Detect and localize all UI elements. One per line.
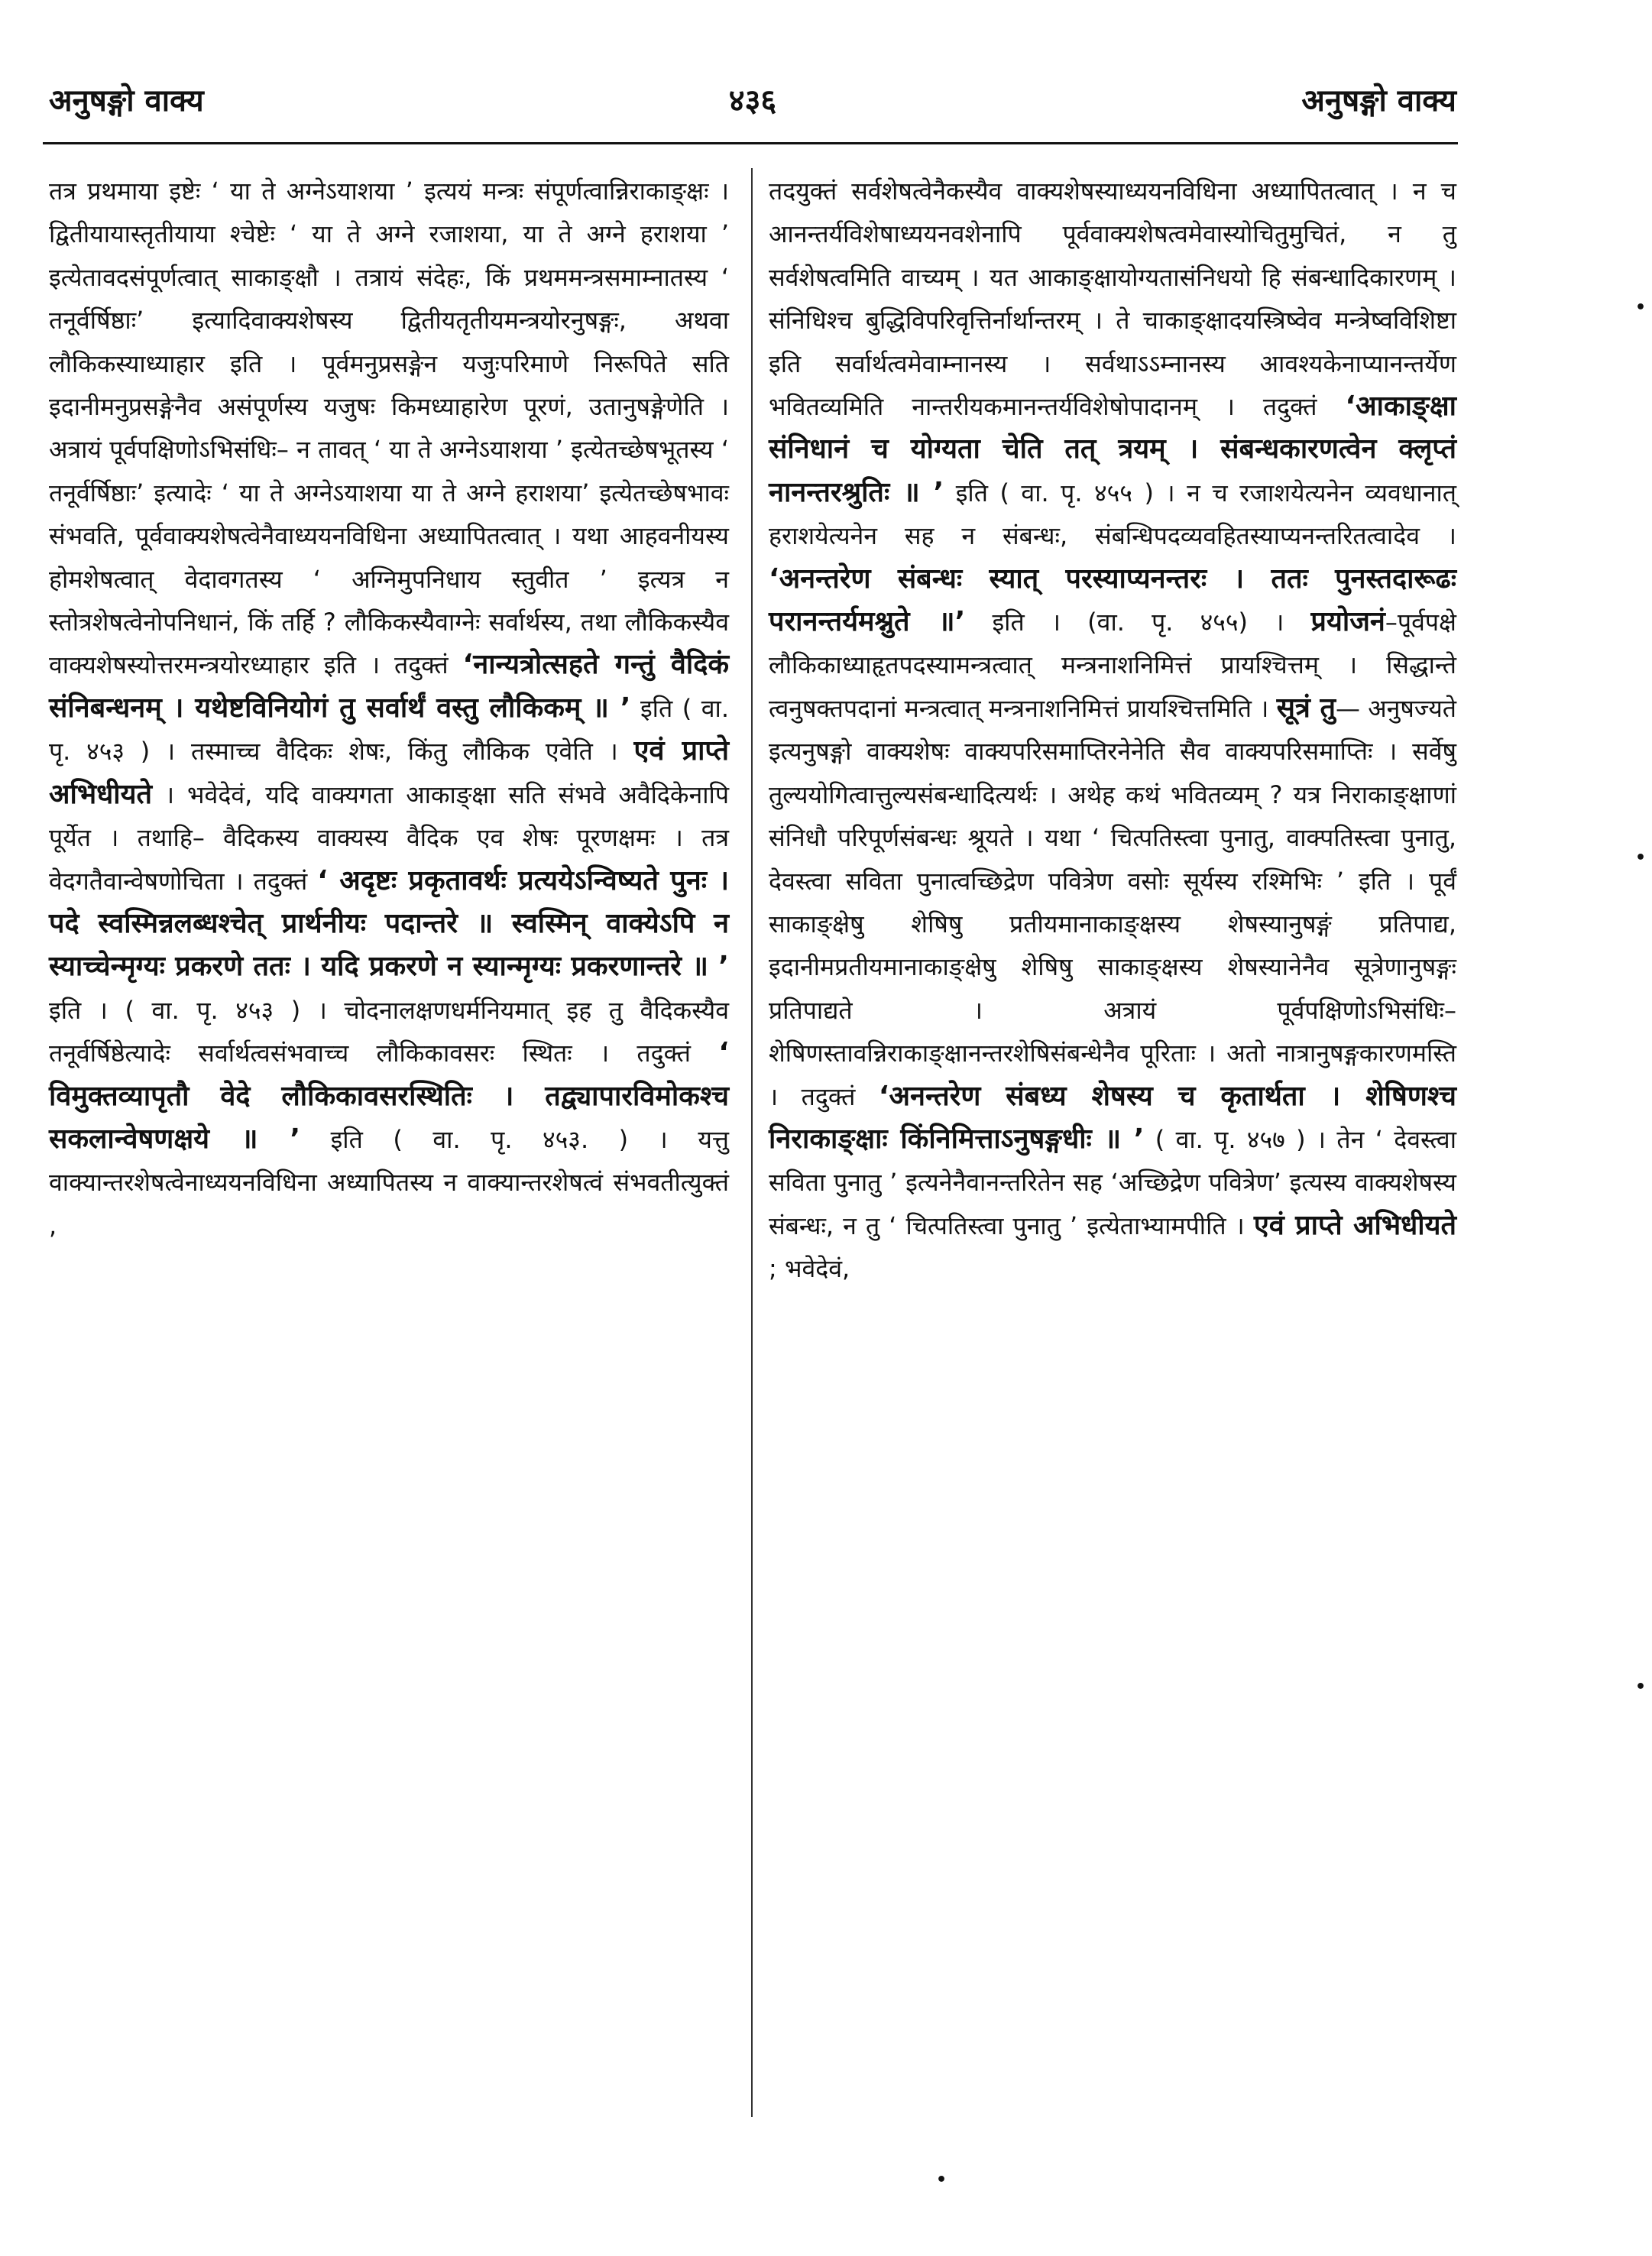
left-text-3: । भवेदेवं, यदि वाक्यगता आकाङ्क्षा सति संभवे अवैदिकेनापि पूर्येत । तथाहि– वैदिकस्य वाक्यस्य वैदिक एव शेषः पूरणक्षमः । तत्र वेदगतैवान्वेषणोचिता । तदुक्तं	[49, 780, 730, 896]
left-text-4: इति । ( वा. पृ. ४५३ ) । चोदनालक्षणधर्मनियमात् इह तु वैदिकस्यैव तनूर्वर्षिष्ठेत्यादेः सर्वार्थत्वसंभवाच्च लौकिकावसरः स्थितः । तदुक्तं	[49, 995, 729, 1068]
margin-mark-1: •	[1635, 298, 1647, 317]
header-left-title: अनुषङ्गो वाक्य	[49, 83, 204, 118]
left-quote-2: एवं प्राप्ते अभिधीयते	[49, 735, 730, 810]
left-quote-3: ‘ अदृष्टः प्रकृतावर्थः प्रत्ययेऽन्विष्यते पुनः । पदे स्वस्मिन्नलब्धश्चेत् प्रार्थनीयः पदान्तरे ॥ स्वस्मिन् वाक्येऽपि न स्याच्चेन्मृग्यः प्रकरणे ततः । यदि प्रकरणे न स्यान्मृग्यः प्रकरणान्तरे ॥ ’	[49, 864, 729, 983]
page-number: ४३६	[728, 83, 777, 118]
right-text-7: ; भवेदेवं,	[769, 1254, 850, 1284]
left-quote-4: ‘ विमुक्तव्यापृतौ वेदे लौकिकावसरस्थितिः । तद्व्यापारविमोकश्च सकलान्वेषणक्षये ॥ ’	[49, 1037, 729, 1155]
left-text-5: इति ( वा. पृ. ४५३. ) । यत्तु वाक्यान्तरशेषत्वेनाध्ययनविधिना अध्यापितस्य न वाक्यान्तरशेषत्वं संभवतीत्युक्तं ,	[49, 1124, 729, 1240]
right-quote-5: ‘अनन्तरेण संबध्य शेषस्य च कृतार्थता । शेषिणश्च निराकाङ्क्षाः किंनिमित्ताऽनुषङ्गधीः ॥ ’	[769, 1080, 1457, 1155]
right-quote-2: ‘अनन्तरेण संबन्धः स्यात् परस्याप्यनन्तरः । ततः पुनस्तदारूढः परानन्तर्यमश्नुते ॥’	[769, 562, 1456, 638]
left-text-2: इति ( वा. पृ. ४५३ ) । तस्माच्च वैदिकः शेषः, किंतु लौकिक एवेति ।	[49, 693, 729, 767]
left-quote-1: ‘नान्यत्रोत्सहते गन्तुं वैदिकं संनिबन्धनम् । यथेष्टविनियोगं तु सर्वार्थं वस्तु लौकिकम् ॥ ’	[49, 649, 730, 724]
header-rule	[43, 142, 1458, 144]
right-text-5: — अनुषज्यते इत्यनुषङ्गो वाक्यशेषः वाक्यपरिसमाप्तिरनेनेति सैव वाक्यपरिसमाप्तिः । सर्वेषु तुल्ययोगित्वात्तुल्यसंबन्धादित्यर्थः । अथेह कथं भवितव्यम् ? यत्र निराकाङ्क्षाणां संनिधौ परिपूर्णसंबन्धः श्रूयते । यथा ‘ चित्पतिस्त्वा पुनातु, वाक्पतिस्त्वा पुनातु, देवस्त्वा सविता पुनात्वच्छिद्रेण पवित्रेण वसोः सूर्यस्य रश्मिभिः ’ इति । पूर्वं साकाङ्क्षेषु शेषिषु प्रतीयमानाकाङ्क्षस्य शेषस्यानुषङ्गं प्रतिपाद्य, इदानीमप्रतीयमानाकाङ्क्षेषु शेषिषु साकाङ्क्षस्य शेषस्यानेनैव सूत्रेणानुषङ्गः प्रतिपाद्यते । अत्रायं पूर्वपक्षिणोऽभिसंधिः–शेषिणस्तावन्निराकाङ्क्षानन्तरशेषिसंबन्धेनैव पूरिताः । अतो नात्रानुषङ्गकारणमस्ति । तदुक्तं	[769, 693, 1457, 1111]
right-text-2: इति ( वा. पृ. ४५५ ) । न च रजाशयेत्यनेन व्यवधानात् हराशयेत्यनेन सह न संबन्धः, संबन्धिपदव्यवहितस्याप्यनन्तरितत्वादेव ।	[769, 478, 1457, 551]
right-quote-6: एवं प्राप्ते अभिधीयते	[1253, 1209, 1457, 1241]
right-paragraph	[769, 170, 1456, 1291]
left-paragraph	[49, 170, 729, 1247]
right-column	[769, 170, 1456, 1291]
right-quote-3: प्रयोजनं	[1310, 606, 1385, 638]
right-quote-1: ‘आकाङ्क्षा संनिधानं च योग्यता चेति तत् त्रयम् । संबन्धकारणत्वेन क्लृप्तं नानन्तरश्रुतिः ॥ ’	[769, 391, 1456, 508]
column-divider	[751, 168, 753, 2117]
right-quote-4: सूत्रं तु	[1276, 692, 1336, 724]
header-right-title: अनुषङ्गो वाक्य	[1301, 83, 1456, 118]
left-column	[49, 170, 729, 1247]
running-header	[49, 70, 1456, 131]
bottom-dot-mark: •	[936, 2170, 947, 2190]
left-text-1: तत्र प्रथमाया इष्टेः ‘ या ते अग्नेऽयाशया ’ इत्ययं मन्त्रः संपूर्णत्वान्निराकाङ्क्षः । द्वितीयायास्तृतीयाया श्चेष्टेः ‘ या ते अग्ने रजाशया, या ते अग्ने हराशया ’ इत्येतावदसंपूर्णत्वात् साकाङ्क्षौ । तत्रायं संदेहः, किं प्रथममन्त्रसमाम्नातस्य ‘ तनूर्वर्षिष्ठाः’ इत्यादिवाक्यशेषस्य द्वितीयतृतीयमन्त्रयोरनुषङ्गः, अथवा लौकिकस्याध्याहार इति । पूर्वमनुप्रसङ्गेन यजुःपरिमाणे निरूपिते सति इदानीमनुप्रसङ्गेनैव असंपूर्णस्य यजुषः किमध्याहारेण पूरणं, उतानुषङ्गेणेति । अत्रायं पूर्वपक्षिणोऽभिसंधिः– न तावत् ‘ या ते अग्नेऽयाशया ’ इत्येतच्छेषभूतस्य ‘ तनूर्वर्षिष्ठाः’ इत्यादेः ‘ या ते अग्नेऽयाशया या ते अग्ने हराशया’ इत्येतच्छेषभावः संभवति, पूर्ववाक्यशेषत्वेनैवाध्ययनविधिना अध्यापितत्वात् । यथा आहवनीयस्य होमशेषत्वात् वेदावगतस्य ‘ अग्निमुपनिधाय स्तुवीत ’ इत्यत्र न स्तोत्रशेषत्वेनोपनिधानं, किं तर्हि ? लौकिकस्यैवाग्नेः सर्वार्थस्य, तथा लौकिकस्यैव वाक्यशेषस्योत्तरमन्त्रयोरध्याहार इति । तदुक्तं	[49, 177, 729, 680]
margin-mark-2: •	[1635, 848, 1647, 867]
right-text-6: ( वा. पृ. ४५७ ) । तेन ‘ देवस्त्वा सविता पुनातु ’ इत्यनेनैवानन्तरितेन सह ‘अच्छिद्रेण पवित्रेण’ इत्यस्य वाक्यशेषस्य संबन्धः, न तु ‘ चित्पतिस्त्वा पुनातु ’ इत्येताभ्यामपीति ।	[769, 1124, 1456, 1240]
right-text-3: इति । (वा. पृ. ४५५) ।	[992, 608, 1284, 637]
right-text-4: –पूर्वपक्षे लौकिकाध्याहृतपदस्यामन्त्रत्वात् मन्त्रनाशनिमित्तं प्रायश्चित्तम् । सिद्धान्ते त्वनुषक्तपदानां मन्त्रत्वात् मन्त्रनाशनिमित्तं प्रायश्चित्तमिति ।	[769, 608, 1456, 723]
right-text-1: तदयुक्तं सर्वशेषत्वेनैकस्यैव वाक्यशेषस्याध्ययनविधिना अध्यापितत्वात् । न च आनन्तर्यविशेषाध्ययनवशेनापि पूर्ववाक्यशेषत्वमेवास्योचितुमुचितं, न तु सर्वशेषत्वमिति वाच्यम् । यत आकाङ्क्षायोग्यतासंनिधयो हि संबन्धादिकारणम् । संनिधिश्च बुद्धिविपरिवृत्तिर्नार्थान्तरम् । ते चाकाङ्क्षादयस्त्रिष्वेव मन्त्रेष्वविशिष्टा इति सर्वार्थत्वमेवाम्नानस्य । सर्वथाऽऽम्नानस्य आवश्यकेनाप्यानन्तर्येण भवितव्यमिति नान्तरीयकमानन्तर्यविशेषोपादानम् । तदुक्तं	[769, 177, 1456, 422]
margin-mark-3: •	[1635, 1677, 1647, 1697]
